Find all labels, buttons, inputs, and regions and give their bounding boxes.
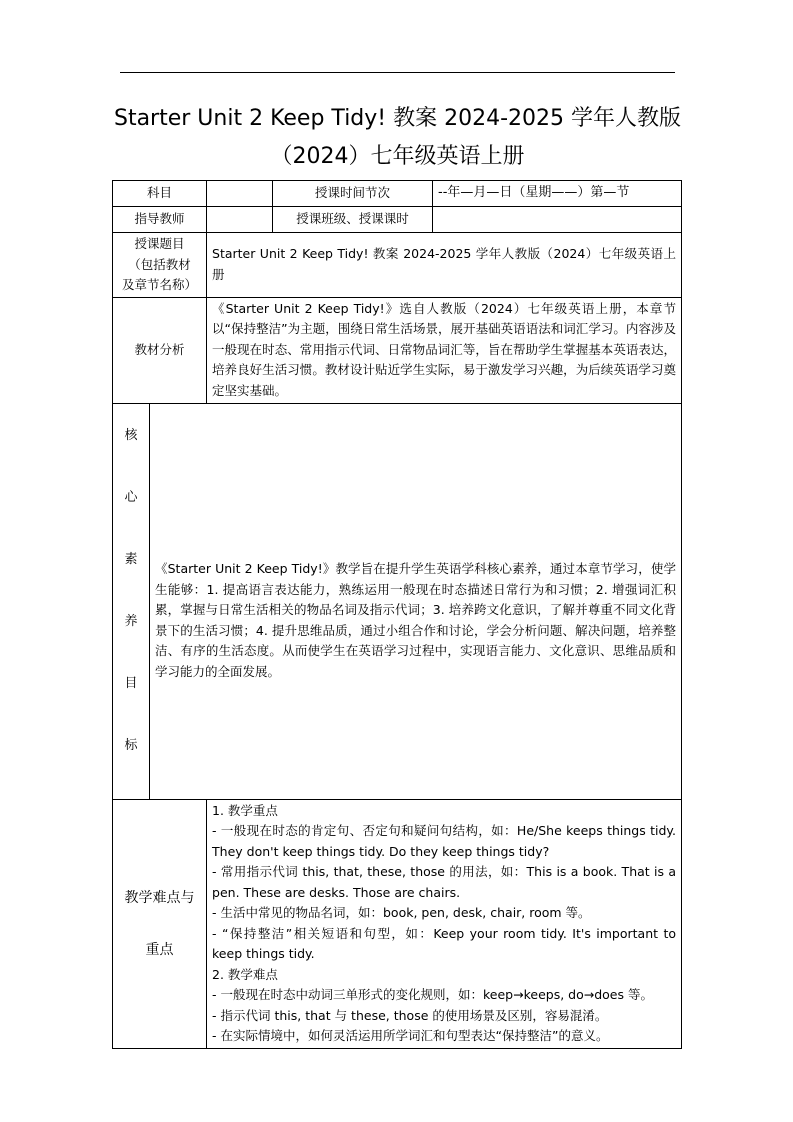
- difficult-point-line: - 指示代词 this, that 与 these, those 的使用场景及区别，容易混淆。: [212, 1007, 608, 1023]
- key-point-line: - “保持整洁”相关短语和句型，如：Keep your room tidy. It's important to keep things tidy.: [212, 925, 677, 961]
- topic-label-line: 及章节名称）: [122, 277, 198, 292]
- difficult-point-line: - 在实际情境中，如何灵活运用所学词汇和句型表达“保持整洁”的意义。: [212, 1028, 609, 1043]
- key-point-line: - 常用指示代词 this, that, these, those 的用法，如：This is a book. That is a pen. These are desks. Those are chairs.: [212, 864, 677, 900]
- table-row: [113, 181, 682, 207]
- teacher-label: 指导教师: [113, 207, 207, 233]
- core-goals-label: [113, 403, 150, 799]
- core-label-char: 标: [124, 737, 138, 753]
- key-point-line: 1. 教学重点: [212, 802, 278, 818]
- lesson-plan-table: [112, 180, 682, 1049]
- key-difficult-label-line: 教学难点与: [124, 889, 195, 906]
- title-line-1: Starter Unit 2 Keep Tidy! 教案 2024-2025 学年人教版: [113, 106, 682, 131]
- core-label-char: 核: [124, 427, 138, 443]
- key-difficult-label-line: 重点: [145, 941, 174, 958]
- core-goals-value: 《Starter Unit 2 Keep Tidy!》教学旨在提升学生英语学科核心素养，通过本章节学习，使学生能够：1. 提高语言表达能力，熟练运用一般现在时态描述日常行为和习惯；2. 增强词汇积累，掌握与日常生活相关的物品名词及指示代词；3. 培养跨文化意识，了解并尊重不同文化背景下的生活习惯；4. 提升思维品质，通过小组合作和讨论，学会分析问题、解决问题，培养整洁、有序的生活态度。从而使学生在英语学习过程中，实现语言能力、文化意识、思维品质和学习能力的全面发展。: [150, 403, 682, 799]
- topic-value: Starter Unit 2 Keep Tidy! 教案 2024-2025 学年人教版（2024）七年级英语上册: [207, 233, 682, 298]
- difficult-point-line: - 一般现在时态中动词三单形式的变化规则，如：keep→keeps, do→does 等。: [212, 987, 653, 1002]
- time-value: --年—月—日（星期——）第—节: [433, 181, 682, 207]
- core-label-char: 心: [124, 489, 138, 505]
- key-point-line: - 生活中常见的物品名词，如：book, pen, desk, chair, room 等。: [212, 905, 591, 920]
- key-point-line: - 一般现在时态的肯定句、否定句和疑问句结构，如：He/She keeps things tidy. They don't keep things tidy. Do they keep things tidy?: [212, 823, 677, 859]
- topic-label-line: 授课题目: [134, 236, 185, 251]
- topic-label-line: （包括教材: [128, 256, 191, 272]
- core-label-char: 养: [124, 613, 138, 629]
- table-row: [113, 207, 682, 233]
- table-row: [113, 297, 682, 403]
- teacher-value: [207, 207, 273, 233]
- analysis-value: 《Starter Unit 2 Keep Tidy!》选自人教版（2024）七年级英语上册，本章节以“保持整洁”为主题，围绕日常生活场景，展开基础英语语法和词汇学习。内容涉及一般现在时态、常用指示代词、日常物品词汇等，旨在帮助学生掌握基本英语表达，培养良好生活习惯。教材设计贴近学生实际，易于激发学习兴趣，为后续英语学习奠定坚实基础。: [207, 297, 682, 403]
- table-row: [113, 403, 682, 799]
- core-label-char: 目: [124, 675, 138, 691]
- table-row: [113, 233, 682, 298]
- key-difficult-label: [113, 799, 207, 1048]
- core-label-char: 素: [124, 551, 138, 567]
- document-title: [110, 100, 685, 176]
- subject-value: [207, 181, 273, 207]
- class-label: 授课班级、授课课时: [273, 207, 433, 233]
- key-difficult-value: [207, 799, 682, 1048]
- subject-label: 科目: [113, 181, 207, 207]
- class-value: [433, 207, 682, 233]
- topic-label: [113, 233, 207, 298]
- analysis-label: 教材分析: [113, 297, 207, 403]
- time-label: 授课时间节次: [273, 181, 433, 207]
- header-rule: [120, 72, 675, 73]
- table-row: [113, 799, 682, 1048]
- difficult-point-line: 2. 教学难点: [212, 966, 278, 982]
- title-line-2: （2024）七年级英语上册: [270, 144, 525, 169]
